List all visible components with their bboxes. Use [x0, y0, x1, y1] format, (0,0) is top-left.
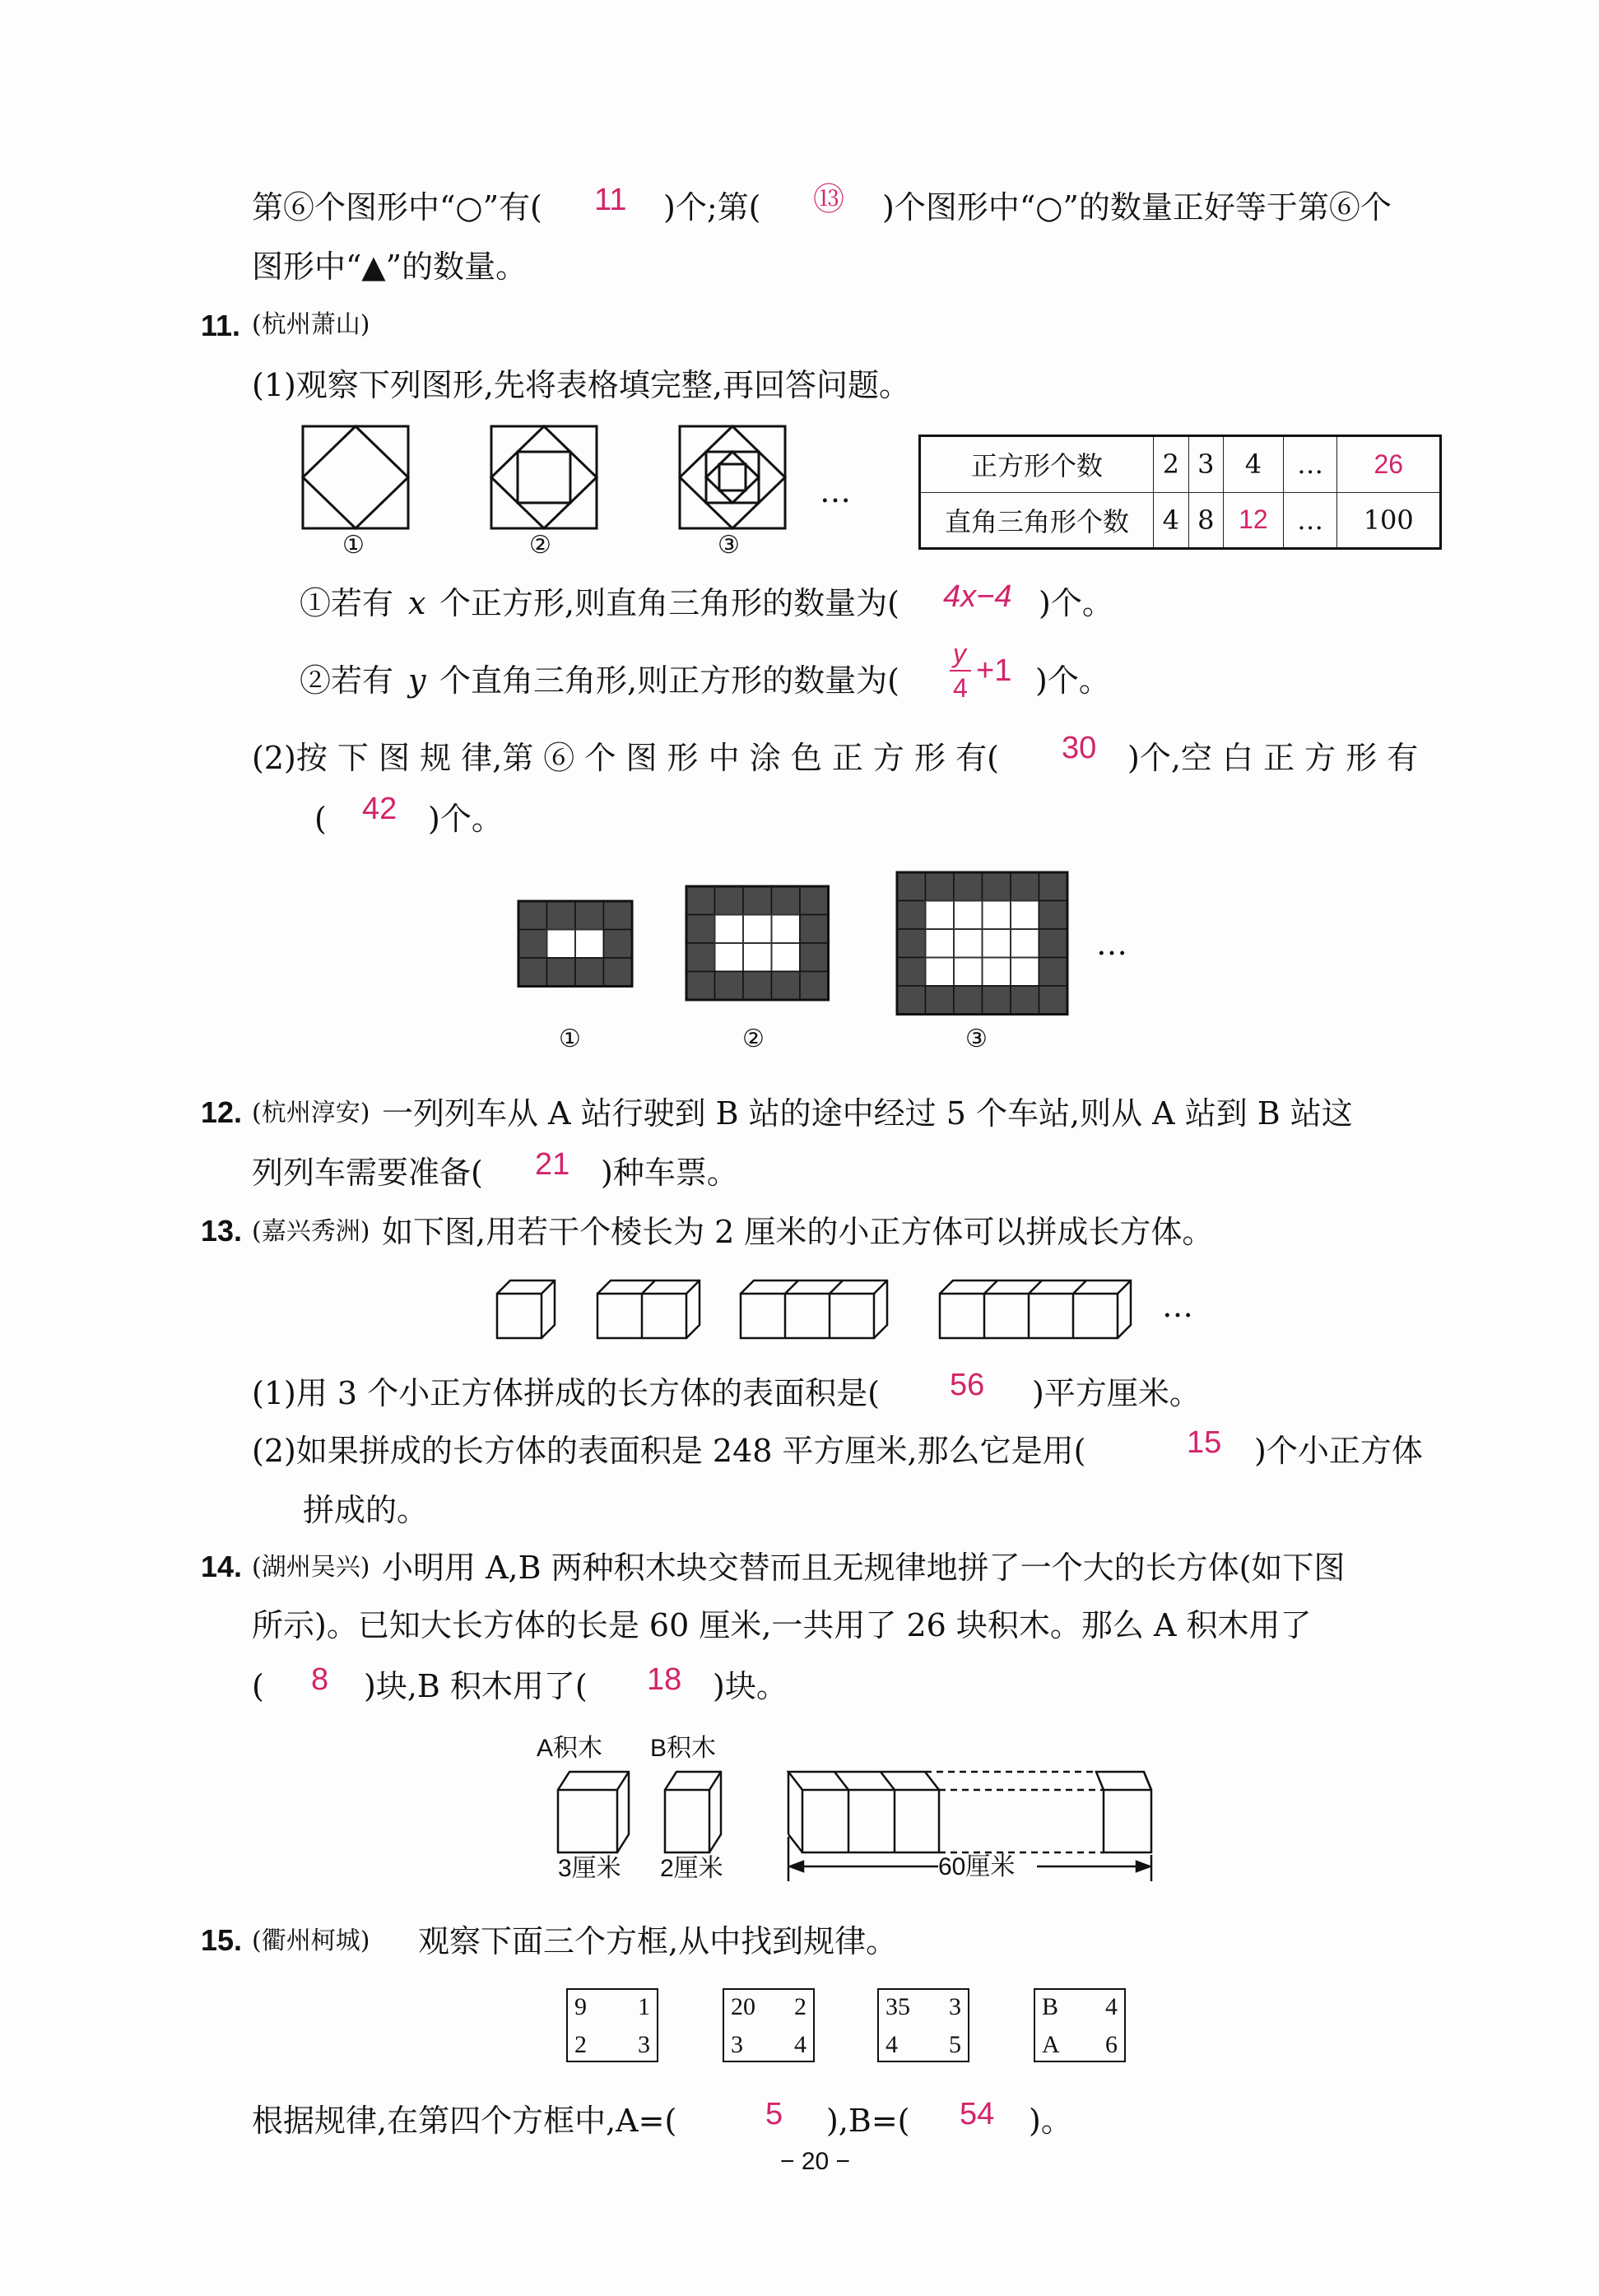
- q14-line3-b: )块,B 积木用了(: [364, 1668, 588, 1704]
- number-box: [723, 1988, 815, 2062]
- grid-label-2: ②: [742, 1025, 765, 1053]
- box-number: 35: [885, 1993, 910, 2020]
- table-cell: …: [1283, 492, 1337, 549]
- q11-s2-c: )个。: [1035, 662, 1110, 699]
- box-number: A: [1042, 2031, 1060, 2058]
- q11-part2-c: (: [314, 801, 327, 837]
- q13-line1: 如下图,用若干个棱长为 2 厘米的小正方体可以拼成长方体。: [382, 1214, 1214, 1250]
- number-box: [566, 1988, 658, 2062]
- table-cell: 2: [1154, 436, 1189, 493]
- box-number: 2: [574, 2031, 587, 2058]
- q10-line1-c: )个图形中“○”的数量正好等于第⑥个: [882, 189, 1392, 225]
- q14-answer-1: 8: [311, 1662, 329, 1697]
- q12-answer: 21: [535, 1147, 570, 1182]
- table-cell: …: [1283, 436, 1337, 493]
- table-answer-cell: 26: [1337, 436, 1441, 493]
- table-cell: 4: [1154, 492, 1189, 549]
- block-b-label: B积木: [650, 1735, 717, 1762]
- q11-source: (杭州萧山): [252, 310, 370, 339]
- box-number: 5: [949, 2031, 961, 2058]
- q10-line2: 图形中“▲”的数量。: [252, 249, 528, 285]
- table-header-squares: 正方形个数: [920, 436, 1154, 493]
- q15-line2-a: 根据规律,在第四个方框中,A=(: [252, 2103, 677, 2139]
- q11-s2-answer-tail: +1: [976, 653, 1012, 688]
- q12-number: 12.: [201, 1095, 243, 1129]
- q13-p2-b: )个小正方体: [1254, 1433, 1423, 1469]
- block-a-label: A积木: [537, 1735, 603, 1762]
- q11-part2-b: )个,空 白 正 方 形 有: [1127, 740, 1419, 776]
- box-number: 20: [731, 1993, 755, 2020]
- table-cell: 8: [1188, 492, 1224, 549]
- q12-line1: 一列列车从 A 站行驶到 B 站的途中经过 5 个车站,则从 A 站到 B 站这: [382, 1095, 1353, 1132]
- total-length-label: 60厘米: [938, 1853, 1016, 1880]
- q11-s2-b: 个直角三角形,则正方形的数量为(: [439, 662, 899, 699]
- block-a-size: 3厘米: [558, 1855, 621, 1882]
- q12-line2-b: )种车票。: [601, 1155, 738, 1191]
- q11-part2-a: (2)按 下 图 规 律,第 ⑥ 个 图 形 中 涂 色 正 方 形 有(: [252, 740, 999, 776]
- table-cell: 4: [1224, 436, 1284, 493]
- number-box: [877, 1988, 969, 2062]
- q11-s1-answer: 4x−4: [943, 579, 1012, 614]
- q14-source: (湖州吴兴): [252, 1553, 370, 1582]
- box-number: 4: [794, 2031, 806, 2058]
- q14-answer-2: 18: [647, 1662, 682, 1697]
- q11-part1-prompt: (1)观察下列图形,先将表格填完整,再回答问题。: [252, 367, 910, 403]
- box-number: 6: [1105, 2031, 1118, 2058]
- box-number: 3: [949, 1993, 961, 2020]
- box-number: 1: [638, 1993, 650, 2020]
- grid-label-3: ③: [965, 1025, 988, 1053]
- grid-ellipsis: …: [1096, 926, 1127, 962]
- q13-p1-a: (1)用 3 个小正方体拼成的长方体的表面积是(: [252, 1375, 880, 1411]
- q11-s1-var: x: [408, 585, 426, 621]
- q13-p2-a: (2)如果拼成的长方体的表面积是 248 平方厘米,那么它是用(: [252, 1433, 1086, 1469]
- table-answer-cell: 12: [1224, 492, 1284, 549]
- box-number: B: [1042, 1993, 1059, 2020]
- block-b-size: 2厘米: [660, 1855, 723, 1882]
- q14-line1: 小明用 A,B 两种积木块交替而且无规律地拼了一个大的长方体(如下图: [382, 1550, 1346, 1586]
- q11-s1-c: )个。: [1039, 585, 1113, 621]
- q11-part2-d: )个。: [428, 801, 503, 837]
- box-number: 3: [638, 2031, 650, 2058]
- q11-s2-answer-denominator: 4: [953, 673, 968, 703]
- q15-source: (衢州柯城): [252, 1927, 370, 1955]
- q11-s2-var: y: [408, 662, 426, 699]
- box-number: 4: [885, 2031, 898, 2058]
- fig-label-3: ③: [718, 531, 740, 560]
- fig-label-1: ①: [342, 531, 365, 560]
- q13-p2-c: 拼成的。: [303, 1492, 429, 1528]
- q11-s2-a: ②若有: [300, 662, 394, 699]
- q11-s1-a: ①若有: [300, 585, 394, 621]
- box-number: 3: [731, 2031, 743, 2058]
- q12-line2-a: 列列车需要准备(: [252, 1155, 483, 1191]
- table-cell: 3: [1188, 436, 1224, 493]
- q15-answer-b: 54: [960, 2097, 995, 2131]
- q13-answer-2: 15: [1187, 1425, 1222, 1460]
- q10-line1-a: 第⑥个图形中“○”有(: [252, 189, 542, 225]
- number-box: [1034, 1988, 1126, 2062]
- q11-part2-answer-1: 30: [1062, 731, 1097, 765]
- table-header-triangles: 直角三角形个数: [920, 492, 1154, 549]
- q11-part2-answer-2: 42: [362, 792, 397, 826]
- q13-answer-1: 56: [950, 1368, 985, 1402]
- cubes-ellipsis: …: [1162, 1288, 1193, 1324]
- q10-line1-b: )个;第(: [663, 189, 761, 225]
- q15-number: 15.: [201, 1923, 243, 1957]
- q15-line2-b: ),B=(: [826, 2103, 910, 2139]
- q11-number: 11.: [201, 309, 241, 342]
- grid-label-1: ①: [559, 1025, 581, 1053]
- q14-line3-a: (: [252, 1668, 264, 1704]
- q13-p1-b: )平方厘米。: [1032, 1375, 1201, 1411]
- fig-label-2: ②: [529, 531, 551, 560]
- box-number: 4: [1105, 1993, 1118, 2020]
- q13-source: (嘉兴秀洲): [252, 1217, 370, 1246]
- q10-answer-1: 11: [594, 183, 627, 217]
- q15-answer-a: 5: [765, 2097, 783, 2131]
- box-number: 9: [574, 1993, 587, 2020]
- table-cell: 100: [1337, 492, 1441, 549]
- q14-number: 14.: [201, 1550, 243, 1583]
- figures-ellipsis: …: [820, 473, 851, 509]
- q10-answer-2: ⑬: [813, 183, 845, 217]
- q14-line3-c: )块。: [713, 1668, 788, 1704]
- q15-line1: 观察下面三个方框,从中找到规律。: [418, 1923, 898, 1959]
- q11-s1-b: 个正方形,则直角三角形的数量为(: [439, 585, 899, 621]
- q15-line2-c: )。: [1029, 2103, 1072, 2139]
- q13-number: 13.: [201, 1214, 243, 1248]
- q11-s2-answer-numerator: y: [953, 639, 966, 668]
- page-number: − 20 −: [780, 2148, 851, 2175]
- q14-line2: 所示)。已知大长方体的长是 60 厘米,一共用了 26 块积木。那么 A 积木用了: [252, 1607, 1312, 1643]
- box-number: 2: [794, 1993, 806, 2020]
- q12-source: (杭州淳安): [252, 1099, 370, 1127]
